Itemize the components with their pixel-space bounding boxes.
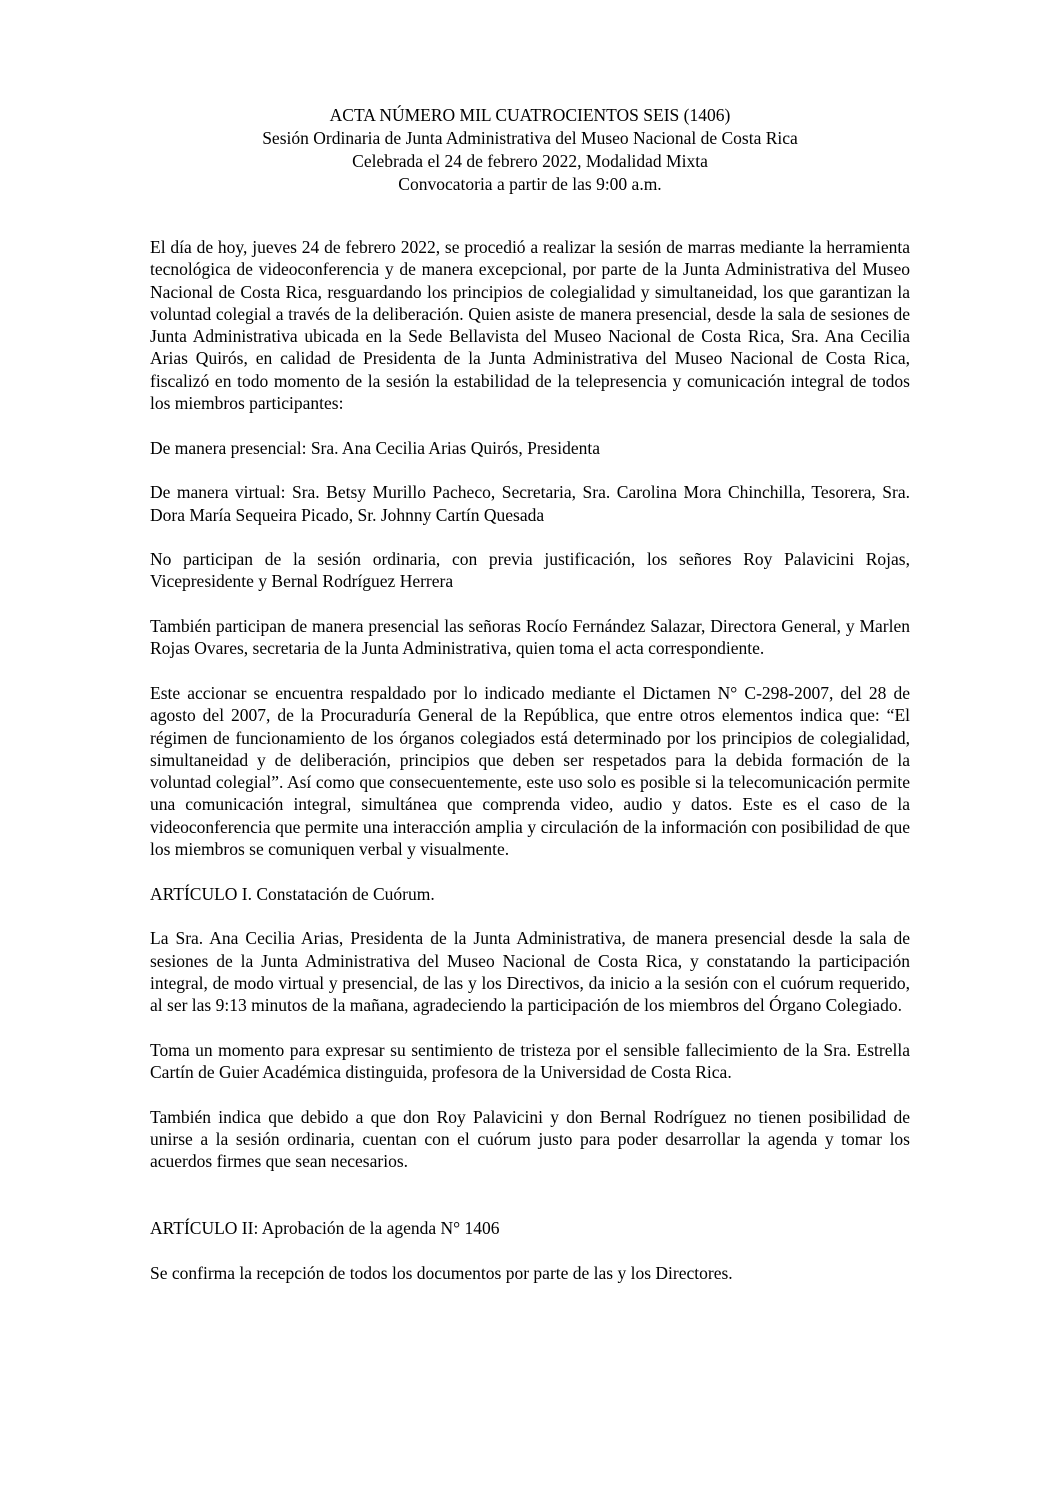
document-header <box>150 104 910 196</box>
dictamen-paragraph: Este accionar se encuentra respaldado por lo indicado mediante el Dictamen N° C-298-2007, del 28 de agosto del 2007, de la Procuraduría General de la República, que entre otros elementos indica que: “El régimen de funcionamiento de los órganos colegiados está determinado por los principios de colegialidad, simultaneidad y de deliberación, principios que deben ser respetados para la debida formación de la voluntad colegial”. Así como que consecuentemente, este uso solo es posible si la telecomunicación permite una comunicación integral, simultánea que comprenda video, audio y datos. Este es el caso de la videoconferencia que permite una interacción amplia y circulación de la información con posibilidad de que los miembros se comuniquen verbal y visualmente. <box>150 682 910 860</box>
intro-paragraph: El día de hoy, jueves 24 de febrero 2022, se procedió a realizar la sesión de marras mediante la herramienta tecnológica de videoconferencia y de manera excepcional, por parte de la Junta Administrativa del Museo Nacional de Costa Rica, resguardando los principios de colegialidad y simultaneidad, los que garantizan la voluntad colegial a través de la deliberación. Quien asiste de manera presencial, desde la sala de sesiones de Junta Administrativa ubicada en la Sede Bellavista del Museo Nacional de Costa Rica, Sra. Ana Cecilia Arias Quirós, en calidad de Presidenta de la Junta Administrativa del Museo Nacional de Costa Rica, fiscalizó en todo momento de la sesión la estabilidad de la telepresencia y comunicación integral de todos los miembros participantes: <box>150 237 910 414</box>
absent-members-paragraph: No participan de la sesión ordinaria, con previa justificación, los señores Roy Palavicini Rojas, Vicepresidente y Bernal Rodríguez Herrera <box>150 549 910 592</box>
article-1-heading: ARTÍCULO I. Constatación de Cuórum. <box>150 883 435 904</box>
virtual-paragraph: De manera virtual: Sra. Betsy Murillo Pacheco, Secretaria, Sra. Carolina Mora Chinchilla, Tesorera, Sra. Dora María Sequeira Picado, Sr. Johnny Cartín Quesada <box>150 482 910 525</box>
session-date: Celebrada el 24 de febrero 2022, Modalidad Mixta <box>352 151 708 171</box>
article-2-heading: ARTÍCULO II: Aprobación de la agenda N° 1406 <box>150 1218 500 1239</box>
condolence-paragraph: Toma un momento para expresar su sentimiento de tristeza por el sensible fallecimiento de la Sra. Estrella Cartín de Guier Académica distinguida, profesora de la Universidad de Costa Rica. <box>150 1039 910 1082</box>
staff-participants-paragraph: También participan de manera presencial las señoras Rocío Fernández Salazar, Directora General, y Marlen Rojas Ovares, secretaria de la Junta Administrativa, quien toma el acta correspondiente. <box>150 616 910 659</box>
session-subtitle: Sesión Ordinaria de Junta Administrativa del Museo Nacional de Costa Rica <box>262 128 798 148</box>
session-start-time: Convocatoria a partir de las 9:00 a.m. <box>398 174 662 194</box>
article-1-body: La Sra. Ana Cecilia Arias, Presidenta de la Junta Administrativa, de manera presencial desde la sala de sesiones de la Junta Administrativa del Museo Nacional de Costa Rica, y constatando la participación integral, de modo virtual y presencial, de las y los Directivos, da inicio a la sesión con el cuórum requerido, al ser las 9:13 minutos de la mañana, agradeciendo la participación de los miembros del Órgano Colegiado. <box>150 928 910 1016</box>
acta-title: ACTA NÚMERO MIL CUATROCIENTOS SEIS (1406) <box>329 105 731 125</box>
quorum-paragraph: También indica que debido a que don Roy Palavicini y don Bernal Rodríguez no tienen posibilidad de unirse a la sesión ordinaria, cuentan con el cuórum justo para poder desarrollar la agenda y tomar los acuerdos firmes que sean necesarios. <box>150 1106 910 1172</box>
documents-received-paragraph: Se confirma la recepción de todos los documentos por parte de las y los Directores. <box>150 1262 733 1283</box>
document-body <box>150 236 910 1306</box>
presencial-paragraph: De manera presencial: Sra. Ana Cecilia Arias Quirós, Presidenta <box>150 437 600 458</box>
